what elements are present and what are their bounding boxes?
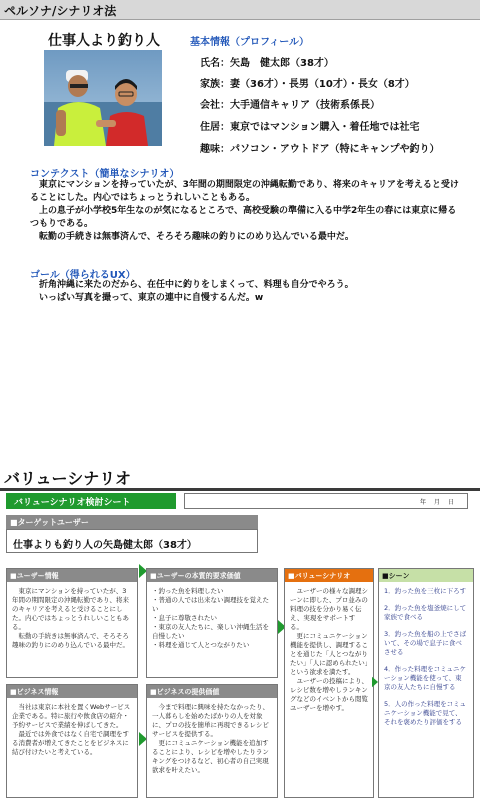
essential-value-panel xyxy=(146,568,278,678)
essential-value-heading: ■ユーザーの本質的要求価値 xyxy=(150,572,241,580)
business-value-panel xyxy=(146,684,278,798)
persona-slide xyxy=(0,0,480,303)
essential-value-item: ・料理を通じて人とつながりたい xyxy=(152,641,250,649)
date-field xyxy=(184,493,468,509)
business-info-paragraph: 当社は東京に本社を置くWebサービス企業である。特に旅行や飲食店の紹介・予約サービスで業績を伸ばしてきた。 xyxy=(12,703,131,729)
user-info-body xyxy=(12,587,132,650)
title-divider xyxy=(0,488,480,491)
scene-item: 2．釣った魚を塩釜焼にして家族で食べる xyxy=(384,604,467,621)
user-info-panel xyxy=(6,568,138,678)
value-scenario-paragraph: ユーザーの投稿により、レシピ数を増やしランキングなどのイベントから閲覧ユーザーを増やす。 xyxy=(290,677,368,712)
scene-heading: ■シーン xyxy=(382,572,410,580)
sheet-label: バリューシナリオ検討シート xyxy=(14,498,131,508)
context-paragraph: 東京にマンションを持っていたが、3年間の期間限定の沖縄転勤であり、将来のキャリアを考えると受けることにした。内心ではちょっとうれしいこともある。 xyxy=(30,180,459,203)
target-user-heading-bar xyxy=(6,515,258,529)
user-info-panel-header xyxy=(7,569,137,582)
essential-value-panel-header xyxy=(147,569,277,582)
context-text xyxy=(30,179,460,244)
target-user-text: 仕事よりも釣り人の矢島健太郎（38才） xyxy=(13,540,197,551)
value-scenario-slide xyxy=(0,460,480,810)
value-scenario-panel-header xyxy=(285,569,373,582)
scene-item: 3．釣った魚を船の上でさばいて、その場で息子に食べさせる xyxy=(384,630,467,656)
persona-photo xyxy=(44,50,162,146)
scene-panel xyxy=(378,568,474,798)
goal-heading: ゴール（得られるUX） xyxy=(30,270,136,281)
goal-paragraph: いっぱい写真を撮って、東京の連中に自慢するんだ。w xyxy=(39,293,264,303)
context-paragraph: 転勤の手続きは無事済んで、そろそろ趣味の釣りにのめり込んでいる最中だ。 xyxy=(39,232,354,242)
business-info-panel xyxy=(6,684,138,798)
value-scenario-paragraph: 更にコミュニケーション機能を提供し、調理することを通じた「人とつながりたい」「人に認められたい」という欲求を満たす。 xyxy=(290,632,368,676)
target-user-heading: ■ターゲットユーザー xyxy=(10,518,89,527)
scene-item: 5．人の作った料理をコミュニケーション機能で見て、それを褒めたり評価をする xyxy=(384,700,467,726)
essential-value-item: ・釣った魚を料理したい xyxy=(152,587,224,595)
essential-value-item: ・東京の友人たちに、楽しい沖縄生活を自慢したい xyxy=(152,623,269,640)
profile-residence: 住居：東京ではマンション購入・着任地では社宅 xyxy=(200,122,420,133)
profile-name: 氏名：矢島 健太郎（38才） xyxy=(200,58,334,69)
business-value-paragraph: 更にコミュニケーション機能を追加することにより、レシピを増やしたりランキングをつけるなど、初心者の自己実現欲求を叶えたい。 xyxy=(152,739,269,774)
date-label: 年 月 日 xyxy=(419,499,455,506)
essential-value-item: ・普通の人では出来ない調理技を覚えたい xyxy=(152,596,269,613)
persona-title: 仕事人より釣り人 xyxy=(48,33,160,49)
business-value-heading: ■ビジネスの提供価値 xyxy=(150,688,220,696)
context-paragraph: 上の息子が小学校5年生なのが気になるところで、高校受験の準備に入る中学2年生の春には東京に帰るつもりである。 xyxy=(30,206,457,229)
essential-value-body xyxy=(152,587,272,650)
essential-value-item: ・息子に尊敬されたい xyxy=(152,614,217,622)
scene-item: 1．釣った魚を三枚に下ろす xyxy=(384,587,467,595)
context-heading: コンテクスト（簡単なシナリオ） xyxy=(30,169,180,180)
business-info-panel-header xyxy=(7,685,137,698)
user-info-paragraph: 転勤の手続きは無事済んで、そろそろ趣味の釣りにのめり込んでいる最中だ。 xyxy=(12,632,129,649)
persona-slide-header-text: ペルソナ/シナリオ法 xyxy=(4,4,117,18)
scene-item: 4．作った料理をコミュニケーション機能を使って、東京の友人たちに自慢する xyxy=(384,665,467,691)
business-info-body xyxy=(12,703,132,757)
user-info-paragraph: 東京にマンションを持っていたが、3年間の期間限定の沖縄転勤であり、将来のキャリアを考えると受けることにした。内心ではちょっとうれしいこともある。 xyxy=(12,587,129,631)
business-value-body xyxy=(152,703,272,775)
business-value-panel-header xyxy=(147,685,277,698)
scene-list xyxy=(384,587,468,735)
scene-panel-header xyxy=(379,569,473,582)
profile-company: 会社：大手通信キャリア（技術系係長） xyxy=(200,100,380,111)
value-scenario-body xyxy=(290,587,368,713)
user-info-heading: ■ユーザー情報 xyxy=(10,572,59,580)
goal-paragraph: 折角沖縄に来たのだから、在任中に釣りをしまくって、料理も自分でやろう。 xyxy=(39,280,354,290)
goal-text xyxy=(30,279,460,305)
target-user-box xyxy=(6,529,258,553)
profile-heading: 基本情報（プロフィール） xyxy=(190,37,309,48)
value-scenario-heading: ■バリューシナリオ xyxy=(288,572,351,580)
value-scenario-title: バリューシナリオ xyxy=(4,469,132,488)
value-scenario-panel xyxy=(284,568,374,798)
business-info-paragraph: 最近では外食ではなく自宅で調理をする消費者が増えてきたことをビジネスに結び付けたいと考えている。 xyxy=(12,730,129,756)
profile-family: 家族：妻（36才）・長男（10才）・長女（8才） xyxy=(200,79,415,90)
sheet-label-bar xyxy=(6,493,176,509)
business-value-paragraph: 今まで料理に興味を持たなかったり、一人暮らしを始めたばかりの人を対象に、プロの技を簡単に再現できるレシピサービスを提供する。 xyxy=(152,703,269,738)
profile-hobby: 趣味：パソコン・アウトドア（特にキャンプや釣り） xyxy=(200,144,440,155)
persona-slide-header xyxy=(0,0,480,20)
business-info-heading: ■ビジネス情報 xyxy=(10,688,59,696)
value-scenario-paragraph: ユーザーの様々な調理シーンに即した、プロ並みの料理の技を分かり易く伝え、実現をサポートする。 xyxy=(290,587,368,631)
